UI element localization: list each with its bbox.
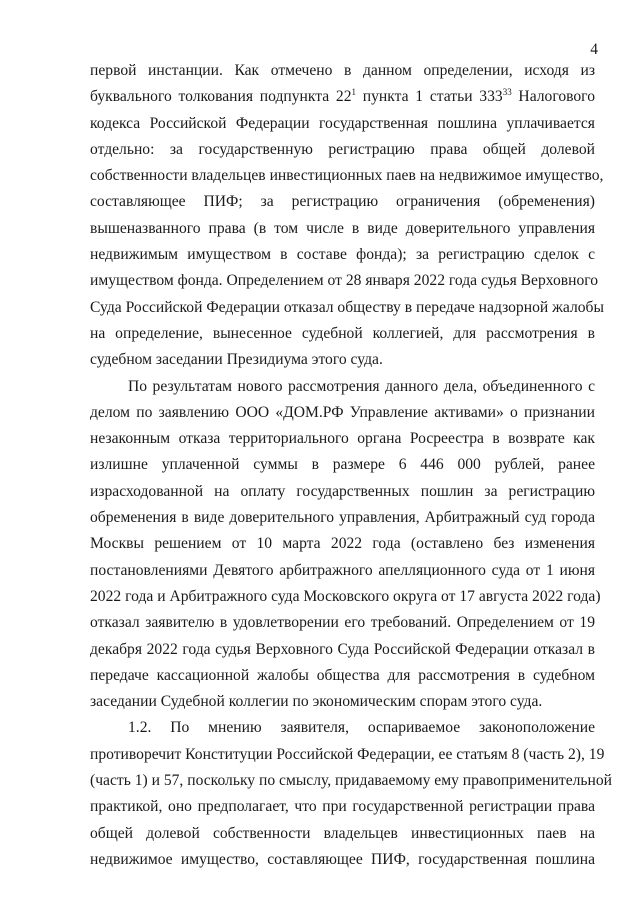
superscript: 1 — [351, 87, 357, 98]
text-line: собственности владельцев инвестиционных паев на недвижимое имущество, — [90, 167, 604, 185]
text-line: 2022 года и Арбитражного суда Московского округа от 17 августа 2022 года) — [90, 587, 601, 605]
text-line: постановлениями Девятого арбитражного апелляционного суда от 1 июня — [90, 561, 595, 579]
text-line: декабря 2022 года судья Верховного Суда Российской Федерации отказал в — [90, 640, 595, 658]
page-number: 4 — [590, 41, 598, 58]
text-line: израсходованной на оплату государственных пошлин за регистрацию — [90, 482, 595, 500]
text-line: отказал заявителю в удовлетворении его требований. Определением от 19 — [90, 614, 595, 632]
text-line: Москвы решением от 10 марта 2022 года (оставлено без изменения — [90, 535, 595, 553]
text-line: Суда Российской Федерации отказал обществу в передаче надзорной жалобы — [90, 298, 604, 316]
text-segment: буквального толкования подпункта 22 — [90, 88, 352, 106]
text-line: недвижимое имущество, составляющее ПИФ, государственная пошлина — [90, 850, 595, 868]
superscript: 33 — [502, 87, 512, 98]
text-line: 1.2. По мнению заявителя, оспариваемое законоположение — [128, 719, 595, 737]
text-line: передаче кассационной жалобы общества для рассмотрения в судебном — [90, 666, 595, 684]
text-line: делом по заявлению ООО «ДОМ.РФ Управление активами» о признании — [90, 403, 595, 421]
body-text — [90, 58, 612, 873]
text-line: составляющее ПИФ; за регистрацию ограничения (обременения) — [90, 193, 595, 211]
text-line: вышеназванного права (в том числе в виде доверительного управления — [90, 219, 595, 237]
text-line: противоречит Конституции Российской Федерации, ее статьям 8 (часть 2), 19 — [90, 745, 605, 763]
text-line: (часть 1) и 57, поскольку по смыслу, придаваемому ему правоприменительной — [90, 772, 612, 790]
text-line: первой инстанции. Как отмечено в данном определении, исходя из — [90, 62, 595, 79]
text-line: на определение, вынесенное судебной коллегией, для рассмотрения в — [90, 324, 595, 342]
text-line: излишне уплаченной суммы в размере 6 446 000 рублей, ранее — [90, 456, 595, 474]
text-line: общей долевой собственности владельцев инвестиционных паев на — [90, 824, 595, 842]
text-segment: пункта 1 статьи 333 — [356, 88, 503, 106]
text-line: кодекса Российской Федерации государственная пошлина уплачивается — [90, 114, 595, 132]
text-line: имуществом фонда. Определением от 28 января 2022 года судья Верховного — [90, 272, 599, 290]
text-line: судебном заседании Президиума этого суда. — [90, 351, 383, 369]
text-line: незаконным отказа территориального органа Росреестра в возврате как — [90, 430, 595, 448]
text-line: По результатам нового рассмотрения данного дела, объединенного с — [128, 377, 595, 395]
text-line: отдельно: за государственную регистрацию права общей долевой — [90, 140, 595, 158]
text-line: практикой, оно предполагает, что при государственной регистрации права — [90, 798, 595, 816]
text-segment: Налогового — [511, 88, 595, 106]
text-line: недвижимым имуществом в составе фонда); за регистрацию сделок с — [90, 246, 595, 264]
text-line: обременения в виде доверительного управления, Арбитражный суд города — [90, 509, 595, 527]
text-line: заседании Судебной коллегии по экономическим спорам этого суда. — [90, 693, 543, 711]
text-line — [90, 84, 595, 110]
